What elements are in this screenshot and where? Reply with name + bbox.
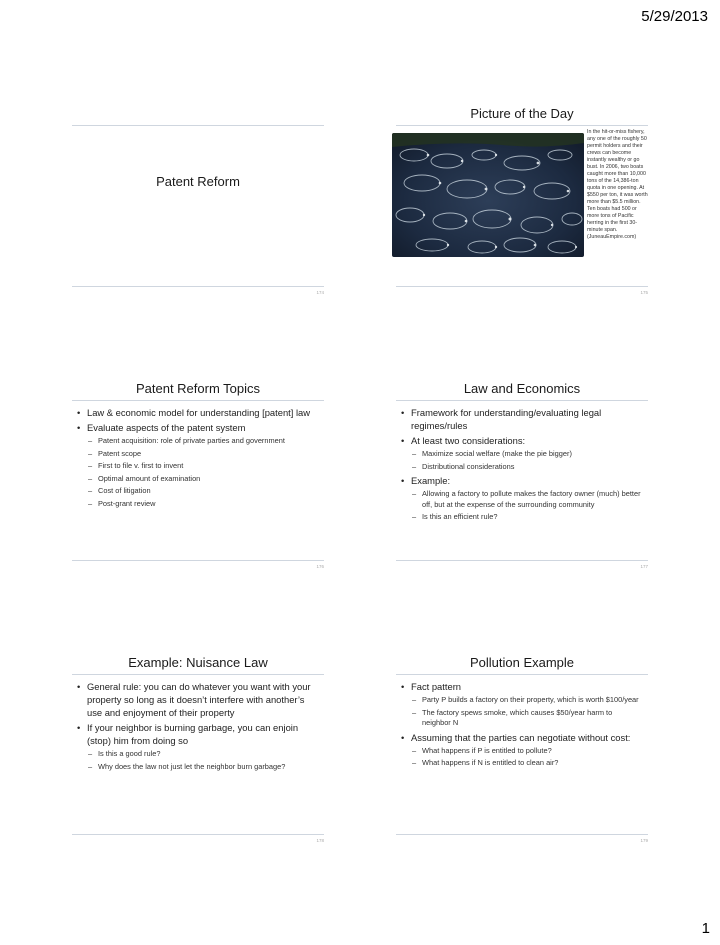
- sub-bullet-item: – Post-grant review: [87, 499, 318, 510]
- bullet-item: • Example: – Allowing a factory to pollute makes the factory owner (much) better off, but at the expense of the surrounding community – Is this an efficient rule?: [400, 474, 642, 523]
- photo-caption: In the hit-or-miss fishery, any one of the roughly 50 permit holders and their crews can become instantly wealthy or go bust. In 2006, two boats caught more than 10,000 tons of the 14,386-ton quota in one opening. At $550 per ton, it was worth more than $5.5 million. Ten boats had 500 or more tons of Pacific herring in the first 30-minute span. (JuneauEmpire.com): [587, 129, 648, 240]
- slide-title: Law and Economics: [463, 381, 581, 396]
- sub-bullet-item: – Why does the law not just let the neighbor burn garbage?: [87, 762, 318, 773]
- title-divider: [72, 125, 324, 126]
- sub-bullet-list: [411, 695, 642, 729]
- sub-bullet-item: – Is this a good rule?: [87, 749, 318, 760]
- sub-bullet-item: – Optimal amount of examination: [87, 474, 318, 485]
- slide-title: Example: Nuisance Law: [128, 655, 268, 670]
- title-divider: [396, 125, 648, 126]
- sub-bullet-item: – What happens if N is entitled to clean air?: [411, 758, 642, 769]
- title-divider: [396, 400, 648, 401]
- slide-title: Pollution Example: [469, 655, 575, 670]
- sub-bullet-item: – First to file v. first to invent: [87, 461, 318, 472]
- bullet-item: • Fact pattern – Party P builds a factory on their property, which is worth $100/year – The factory spews smoke, which causes $50/year harm to neighbor N: [400, 680, 642, 729]
- sub-bullet-item: – Is this an efficient rule?: [411, 512, 642, 523]
- slide-4: [396, 381, 648, 569]
- bullet-item: • Assuming that the parties can negotiate without cost: – What happens if P is entitled to pollute? – What happens if N is entitled to clean air?: [400, 731, 642, 769]
- sub-bullet-item: – Distributional considerations: [411, 462, 642, 473]
- slide-footer-divider: [396, 560, 648, 561]
- bullet-item: • Framework for understanding/evaluating legal regimes/rules: [400, 406, 642, 432]
- sub-bullet-list: [411, 746, 642, 769]
- bullet-item: • At least two considerations: – Maximize social welfare (make the pie bigger) – Distributional considerations: [400, 434, 642, 472]
- slide-footer-divider: [72, 834, 324, 835]
- slide-2: [396, 106, 648, 295]
- sub-bullet-list: [87, 436, 318, 509]
- slide-6: [396, 655, 648, 843]
- slide-number: 176: [316, 564, 324, 569]
- slide-footer-divider: [72, 286, 324, 287]
- slide-number: 179: [640, 838, 648, 843]
- sub-bullet-list: [411, 489, 642, 523]
- sub-bullet-list: [87, 749, 318, 772]
- herring-fishery-photo: [392, 133, 584, 257]
- bullet-list: [76, 680, 318, 774]
- sub-bullet-item: – Party P builds a factory on their property, which is worth $100/year: [411, 695, 642, 706]
- slide-number: 174: [316, 290, 324, 295]
- bullet-list: [76, 406, 318, 511]
- title-divider: [72, 674, 324, 675]
- title-divider: [396, 674, 648, 675]
- slide-5: [72, 655, 324, 843]
- slide-footer-divider: [396, 834, 648, 835]
- date-header: 5/29/2013: [641, 8, 708, 25]
- sub-bullet-list: [411, 449, 642, 472]
- slide-number: 178: [316, 838, 324, 843]
- bullet-item: • Evaluate aspects of the patent system – Patent acquisition: role of private parties and government – Patent scope – First to file v. first to invent – Optimal amount of examination – Cost of litigation – Post-grant review: [76, 421, 318, 509]
- sub-bullet-item: – Maximize social welfare (make the pie bigger): [411, 449, 642, 460]
- sub-bullet-item: – Patent acquisition: role of private parties and government: [87, 436, 318, 447]
- bullet-item: • General rule: you can do whatever you want with your property so long as it doesn’t interfere with another’s use and enjoyment of their property: [76, 680, 318, 719]
- bullet-list: [400, 406, 642, 525]
- slide-3: [72, 381, 324, 569]
- title-divider: [72, 400, 324, 401]
- sub-bullet-item: – Patent scope: [87, 449, 318, 460]
- sub-bullet-item: – The factory spews smoke, which causes $50/year harm to neighbor N: [411, 708, 642, 729]
- bullet-list: [400, 680, 642, 771]
- slide-title: Patent Reform: [156, 174, 240, 189]
- slide-title: Patent Reform Topics: [135, 381, 261, 396]
- sub-bullet-item: – Cost of litigation: [87, 486, 318, 497]
- slide-title: Picture of the Day: [470, 106, 574, 121]
- slide-number: 177: [640, 564, 648, 569]
- sub-bullet-item: – What happens if P is entitled to pollute?: [411, 746, 642, 757]
- slide-1: [72, 106, 324, 295]
- bullet-item: • If your neighbor is burning garbage, you can enjoin (stop) him from doing so – Is this a good rule? – Why does the law not just let the neighbor burn garbage?: [76, 721, 318, 772]
- slide-footer-divider: [396, 286, 648, 287]
- page-number: 1: [701, 920, 710, 937]
- sub-bullet-item: – Allowing a factory to pollute makes the factory owner (much) better off, but at the expense of the surrounding community: [411, 489, 642, 510]
- slide-footer-divider: [72, 560, 324, 561]
- bullet-item: • Law & economic model for understanding [patent] law: [76, 406, 318, 419]
- slide-number: 175: [640, 290, 648, 295]
